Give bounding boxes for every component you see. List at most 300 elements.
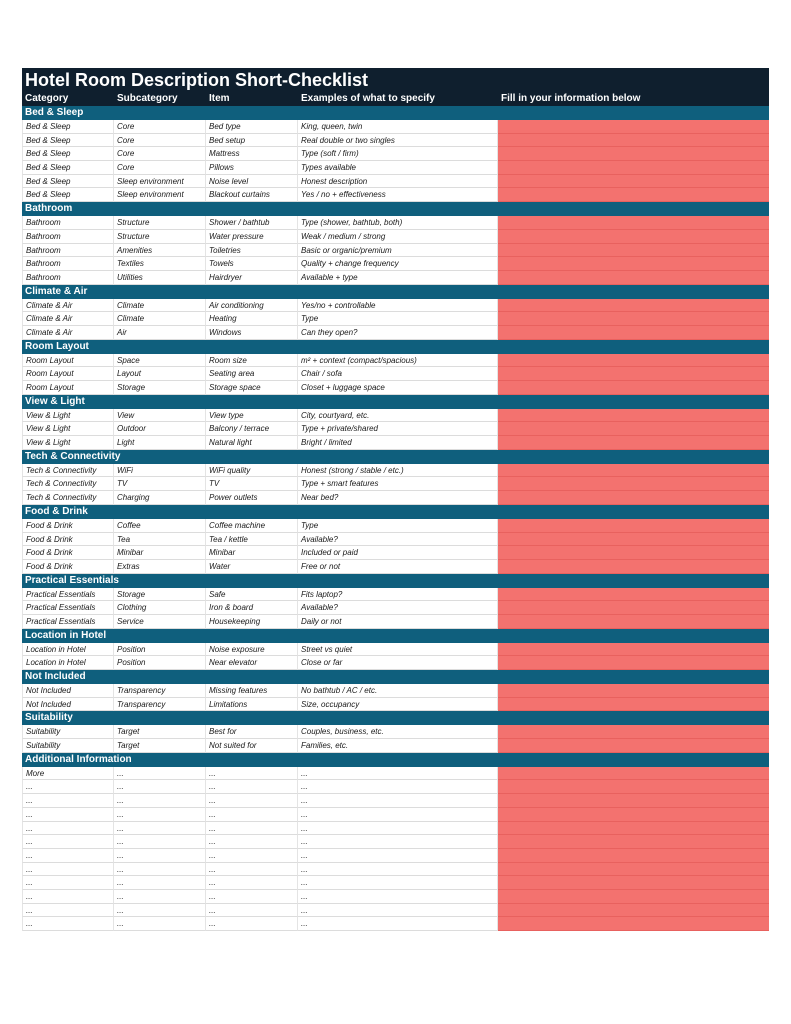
cell-item: Bed type — [206, 120, 298, 134]
cell-category: More — [22, 767, 114, 781]
cell-example: Type + private/shared — [298, 422, 498, 436]
cell-example: Basic or organic/premium — [298, 244, 498, 258]
table-row — [22, 436, 769, 450]
table-row — [22, 175, 769, 189]
cell-item: Noise level — [206, 175, 298, 189]
cell-category: Bathroom — [22, 257, 114, 271]
cell-item: Pillows — [206, 161, 298, 175]
cell-subcategory: Core — [114, 147, 206, 161]
fill-in-cell[interactable] — [498, 684, 769, 698]
table-row — [22, 615, 769, 629]
cell-category: Room Layout — [22, 381, 114, 395]
fill-in-cell[interactable] — [498, 546, 769, 560]
table-row — [22, 120, 769, 134]
table-row — [22, 643, 769, 657]
cell-item: Natural light — [206, 436, 298, 450]
cell-subcategory: Storage — [114, 381, 206, 395]
cell-example: ... — [298, 904, 498, 918]
cell-item: ... — [206, 808, 298, 822]
cell-category: Tech & Connectivity — [22, 464, 114, 478]
cell-example: ... — [298, 849, 498, 863]
checklist-body — [22, 106, 769, 931]
table-row — [22, 835, 769, 849]
cell-subcategory: ... — [114, 835, 206, 849]
cell-category: Practical Essentials — [22, 588, 114, 602]
fill-in-cell[interactable] — [498, 422, 769, 436]
cell-category: Bed & Sleep — [22, 147, 114, 161]
cell-category: View & Light — [22, 436, 114, 450]
fill-in-cell[interactable] — [498, 120, 769, 134]
cell-item: Noise exposure — [206, 643, 298, 657]
header-category: Category — [25, 93, 69, 104]
section-header: Practical Essentials — [22, 574, 769, 588]
fill-in-cell[interactable] — [498, 147, 769, 161]
cell-subcategory: Sleep environment — [114, 175, 206, 189]
fill-in-cell[interactable] — [498, 904, 769, 918]
fill-in-cell[interactable] — [498, 835, 769, 849]
table-row — [22, 588, 769, 602]
fill-in-cell[interactable] — [498, 230, 769, 244]
cell-category: Bathroom — [22, 230, 114, 244]
fill-in-cell[interactable] — [498, 161, 769, 175]
section-header: Location in Hotel — [22, 629, 769, 643]
cell-subcategory: Transparency — [114, 684, 206, 698]
cell-subcategory: ... — [114, 863, 206, 877]
fill-in-cell[interactable] — [498, 725, 769, 739]
table-row — [22, 477, 769, 491]
fill-in-cell[interactable] — [498, 863, 769, 877]
cell-example: City, courtyard, etc. — [298, 409, 498, 423]
cell-example: ... — [298, 794, 498, 808]
fill-in-cell[interactable] — [498, 491, 769, 505]
cell-item: Air conditioning — [206, 299, 298, 313]
table-row — [22, 464, 769, 478]
cell-category: Climate & Air — [22, 312, 114, 326]
cell-example: Chair / sofa — [298, 367, 498, 381]
section-header: View & Light — [22, 395, 769, 409]
cell-item: ... — [206, 917, 298, 931]
table-row — [22, 917, 769, 931]
cell-example: Type — [298, 312, 498, 326]
table-row — [22, 147, 769, 161]
fill-in-cell[interactable] — [498, 794, 769, 808]
fill-in-cell[interactable] — [498, 464, 769, 478]
cell-example: ... — [298, 767, 498, 781]
table-row — [22, 780, 769, 794]
cell-subcategory: Structure — [114, 216, 206, 230]
cell-item: Seating area — [206, 367, 298, 381]
fill-in-cell[interactable] — [498, 533, 769, 547]
cell-item: Room size — [206, 354, 298, 368]
cell-example: Honest (strong / stable / etc.) — [298, 464, 498, 478]
cell-subcategory: Charging — [114, 491, 206, 505]
cell-item: ... — [206, 794, 298, 808]
cell-subcategory: Sleep environment — [114, 188, 206, 202]
table-row — [22, 271, 769, 285]
cell-item: Mattress — [206, 147, 298, 161]
cell-example: Real double or two singles — [298, 134, 498, 148]
column-headers — [22, 92, 769, 106]
section-header: Tech & Connectivity — [22, 450, 769, 464]
cell-category: Not Included — [22, 684, 114, 698]
table-row — [22, 767, 769, 781]
cell-item: Water — [206, 560, 298, 574]
cell-example: Honest description — [298, 175, 498, 189]
cell-example: Weak / medium / strong — [298, 230, 498, 244]
fill-in-cell[interactable] — [498, 436, 769, 450]
table-row — [22, 188, 769, 202]
fill-in-cell[interactable] — [498, 175, 769, 189]
cell-example: King, queen, twin — [298, 120, 498, 134]
cell-item: Not suited for — [206, 739, 298, 753]
fill-in-cell[interactable] — [498, 244, 769, 258]
cell-subcategory: Position — [114, 643, 206, 657]
section-header: Climate & Air — [22, 285, 769, 299]
cell-item: TV — [206, 477, 298, 491]
cell-example: ... — [298, 863, 498, 877]
cell-subcategory: Utilities — [114, 271, 206, 285]
cell-category: Practical Essentials — [22, 615, 114, 629]
cell-example: Near bed? — [298, 491, 498, 505]
cell-subcategory: Core — [114, 134, 206, 148]
cell-example: Couples, business, etc. — [298, 725, 498, 739]
cell-category: ... — [22, 904, 114, 918]
table-row — [22, 725, 769, 739]
fill-in-cell[interactable] — [498, 780, 769, 794]
table-row — [22, 491, 769, 505]
cell-item: ... — [206, 835, 298, 849]
table-row — [22, 299, 769, 313]
cell-example: ... — [298, 876, 498, 890]
cell-item: ... — [206, 876, 298, 890]
cell-item: Hairdryer — [206, 271, 298, 285]
cell-subcategory: Climate — [114, 299, 206, 313]
cell-item: ... — [206, 904, 298, 918]
cell-example: No bathtub / AC / etc. — [298, 684, 498, 698]
cell-subcategory: Storage — [114, 588, 206, 602]
table-row — [22, 698, 769, 712]
fill-in-cell[interactable] — [498, 601, 769, 615]
cell-subcategory: Structure — [114, 230, 206, 244]
section-header: Additional Information — [22, 753, 769, 767]
table-row — [22, 422, 769, 436]
cell-item: ... — [206, 780, 298, 794]
table-row — [22, 354, 769, 368]
cell-subcategory: ... — [114, 794, 206, 808]
cell-subcategory: ... — [114, 904, 206, 918]
cell-category: Food & Drink — [22, 560, 114, 574]
cell-category: ... — [22, 822, 114, 836]
cell-subcategory: ... — [114, 822, 206, 836]
cell-item: Bed setup — [206, 134, 298, 148]
fill-in-cell[interactable] — [498, 477, 769, 491]
cell-example: Type + smart features — [298, 477, 498, 491]
cell-subcategory: Target — [114, 739, 206, 753]
cell-item: Power outlets — [206, 491, 298, 505]
cell-item: Water pressure — [206, 230, 298, 244]
cell-item: Shower / bathtub — [206, 216, 298, 230]
fill-in-cell[interactable] — [498, 698, 769, 712]
cell-item: Towels — [206, 257, 298, 271]
section-header: Food & Drink — [22, 505, 769, 519]
header-subcategory: Subcategory — [117, 93, 178, 104]
cell-category: Not Included — [22, 698, 114, 712]
fill-in-cell[interactable] — [498, 643, 769, 657]
cell-category: ... — [22, 808, 114, 822]
cell-item: Toiletries — [206, 244, 298, 258]
cell-category: Suitability — [22, 725, 114, 739]
table-row — [22, 230, 769, 244]
cell-category: Tech & Connectivity — [22, 491, 114, 505]
cell-example: Street vs quiet — [298, 643, 498, 657]
cell-category: Climate & Air — [22, 299, 114, 313]
section-header: Suitability — [22, 711, 769, 725]
cell-example: Quality + change frequency — [298, 257, 498, 271]
cell-subcategory: Target — [114, 725, 206, 739]
cell-subcategory: Extras — [114, 560, 206, 574]
fill-in-cell[interactable] — [498, 299, 769, 313]
checklist-sheet — [22, 68, 769, 931]
fill-in-cell[interactable] — [498, 560, 769, 574]
cell-subcategory: ... — [114, 890, 206, 904]
cell-subcategory: Outdoor — [114, 422, 206, 436]
cell-item: WiFi quality — [206, 464, 298, 478]
table-row — [22, 409, 769, 423]
cell-example: Yes/no + controllable — [298, 299, 498, 313]
cell-category: Food & Drink — [22, 519, 114, 533]
cell-item: Safe — [206, 588, 298, 602]
cell-category: Room Layout — [22, 354, 114, 368]
cell-example: ... — [298, 917, 498, 931]
table-row — [22, 808, 769, 822]
cell-example: Close or far — [298, 656, 498, 670]
cell-example: ... — [298, 890, 498, 904]
cell-example: Daily or not — [298, 615, 498, 629]
cell-example: Families, etc. — [298, 739, 498, 753]
fill-in-cell[interactable] — [498, 519, 769, 533]
cell-subcategory: Climate — [114, 312, 206, 326]
cell-item: ... — [206, 849, 298, 863]
fill-in-cell[interactable] — [498, 808, 769, 822]
cell-category: ... — [22, 780, 114, 794]
cell-category: ... — [22, 890, 114, 904]
table-row — [22, 822, 769, 836]
cell-example: Type — [298, 519, 498, 533]
cell-category: Bathroom — [22, 244, 114, 258]
cell-subcategory: Space — [114, 354, 206, 368]
section-header: Bathroom — [22, 202, 769, 216]
cell-category: ... — [22, 863, 114, 877]
cell-subcategory: Minibar — [114, 546, 206, 560]
cell-category: ... — [22, 849, 114, 863]
fill-in-cell[interactable] — [498, 381, 769, 395]
cell-example: Can they open? — [298, 326, 498, 340]
cell-example: Type (shower, bathtub, both) — [298, 216, 498, 230]
cell-subcategory: Service — [114, 615, 206, 629]
table-row — [22, 134, 769, 148]
fill-in-cell[interactable] — [498, 312, 769, 326]
cell-category: Bed & Sleep — [22, 120, 114, 134]
cell-category: Food & Drink — [22, 533, 114, 547]
cell-item: Housekeeping — [206, 615, 298, 629]
cell-category: View & Light — [22, 422, 114, 436]
cell-item: Blackout curtains — [206, 188, 298, 202]
table-row — [22, 684, 769, 698]
table-row — [22, 656, 769, 670]
sheet-title: Hotel Room Description Short-Checklist — [22, 68, 769, 92]
fill-in-cell[interactable] — [498, 257, 769, 271]
table-row — [22, 739, 769, 753]
cell-category: Location in Hotel — [22, 643, 114, 657]
cell-category: Tech & Connectivity — [22, 477, 114, 491]
cell-example: Yes / no + effectiveness — [298, 188, 498, 202]
cell-example: Types available — [298, 161, 498, 175]
fill-in-cell[interactable] — [498, 822, 769, 836]
table-row — [22, 216, 769, 230]
cell-item: ... — [206, 767, 298, 781]
cell-category: Room Layout — [22, 367, 114, 381]
cell-category: Bed & Sleep — [22, 134, 114, 148]
cell-subcategory: TV — [114, 477, 206, 491]
cell-example: Fits laptop? — [298, 588, 498, 602]
cell-subcategory: ... — [114, 780, 206, 794]
cell-item: ... — [206, 822, 298, 836]
cell-item: Heating — [206, 312, 298, 326]
cell-subcategory: Position — [114, 656, 206, 670]
table-row — [22, 560, 769, 574]
cell-subcategory: Layout — [114, 367, 206, 381]
table-row — [22, 863, 769, 877]
fill-in-cell[interactable] — [498, 216, 769, 230]
cell-category: ... — [22, 794, 114, 808]
cell-item: Best for — [206, 725, 298, 739]
cell-subcategory: View — [114, 409, 206, 423]
table-row — [22, 257, 769, 271]
cell-category: ... — [22, 876, 114, 890]
fill-in-cell[interactable] — [498, 409, 769, 423]
cell-subcategory: Tea — [114, 533, 206, 547]
section-header: Room Layout — [22, 340, 769, 354]
cell-subcategory: Clothing — [114, 601, 206, 615]
table-row — [22, 533, 769, 547]
cell-category: View & Light — [22, 409, 114, 423]
cell-category: Location in Hotel — [22, 656, 114, 670]
table-row — [22, 546, 769, 560]
table-row — [22, 244, 769, 258]
cell-example: ... — [298, 822, 498, 836]
cell-item: Windows — [206, 326, 298, 340]
fill-in-cell[interactable] — [498, 326, 769, 340]
fill-in-cell[interactable] — [498, 739, 769, 753]
header-fill-in: Fill in your information below — [501, 93, 641, 104]
cell-example: Type (soft / firm) — [298, 147, 498, 161]
cell-category: ... — [22, 917, 114, 931]
cell-item: Near elevator — [206, 656, 298, 670]
fill-in-cell[interactable] — [498, 588, 769, 602]
cell-subcategory: Core — [114, 120, 206, 134]
cell-category: Bathroom — [22, 216, 114, 230]
cell-example: Available + type — [298, 271, 498, 285]
fill-in-cell[interactable] — [498, 271, 769, 285]
cell-example: Free or not — [298, 560, 498, 574]
cell-subcategory: Transparency — [114, 698, 206, 712]
fill-in-cell[interactable] — [498, 615, 769, 629]
cell-item: Limitations — [206, 698, 298, 712]
header-examples: Examples of what to specify — [301, 93, 435, 104]
cell-item: Storage space — [206, 381, 298, 395]
fill-in-cell[interactable] — [498, 876, 769, 890]
cell-category: Practical Essentials — [22, 601, 114, 615]
cell-subcategory: Core — [114, 161, 206, 175]
fill-in-cell[interactable] — [498, 767, 769, 781]
cell-category: Bed & Sleep — [22, 175, 114, 189]
table-row — [22, 326, 769, 340]
table-row — [22, 601, 769, 615]
fill-in-cell[interactable] — [498, 656, 769, 670]
table-row — [22, 876, 769, 890]
cell-example: Bright / limited — [298, 436, 498, 450]
table-row — [22, 161, 769, 175]
cell-subcategory: ... — [114, 767, 206, 781]
fill-in-cell[interactable] — [498, 849, 769, 863]
table-row — [22, 849, 769, 863]
fill-in-cell[interactable] — [498, 890, 769, 904]
cell-item: ... — [206, 863, 298, 877]
table-row — [22, 367, 769, 381]
section-header: Not Included — [22, 670, 769, 684]
cell-subcategory: Textiles — [114, 257, 206, 271]
table-row — [22, 381, 769, 395]
header-item: Item — [209, 93, 230, 104]
cell-item: Minibar — [206, 546, 298, 560]
cell-example: Available? — [298, 533, 498, 547]
cell-subcategory: ... — [114, 849, 206, 863]
cell-category: Food & Drink — [22, 546, 114, 560]
cell-category: Bathroom — [22, 271, 114, 285]
fill-in-cell[interactable] — [498, 367, 769, 381]
cell-example: m² + context (compact/spacious) — [298, 354, 498, 368]
table-row — [22, 519, 769, 533]
fill-in-cell[interactable] — [498, 188, 769, 202]
cell-item: Coffee machine — [206, 519, 298, 533]
cell-subcategory: ... — [114, 808, 206, 822]
cell-example: ... — [298, 835, 498, 849]
cell-example: Available? — [298, 601, 498, 615]
cell-subcategory: ... — [114, 876, 206, 890]
cell-example: ... — [298, 780, 498, 794]
cell-item: Iron & board — [206, 601, 298, 615]
cell-subcategory: Air — [114, 326, 206, 340]
table-row — [22, 794, 769, 808]
cell-item: View type — [206, 409, 298, 423]
fill-in-cell[interactable] — [498, 917, 769, 931]
cell-item: ... — [206, 890, 298, 904]
cell-example: Included or paid — [298, 546, 498, 560]
cell-category: ... — [22, 835, 114, 849]
section-header: Bed & Sleep — [22, 106, 769, 120]
cell-subcategory: Light — [114, 436, 206, 450]
cell-item: Balcony / terrace — [206, 422, 298, 436]
cell-item: Tea / kettle — [206, 533, 298, 547]
table-row — [22, 904, 769, 918]
cell-example: Closet + luggage space — [298, 381, 498, 395]
cell-category: Bed & Sleep — [22, 188, 114, 202]
fill-in-cell[interactable] — [498, 354, 769, 368]
cell-subcategory: ... — [114, 917, 206, 931]
cell-item: Missing features — [206, 684, 298, 698]
fill-in-cell[interactable] — [498, 134, 769, 148]
cell-example: Size, occupancy — [298, 698, 498, 712]
